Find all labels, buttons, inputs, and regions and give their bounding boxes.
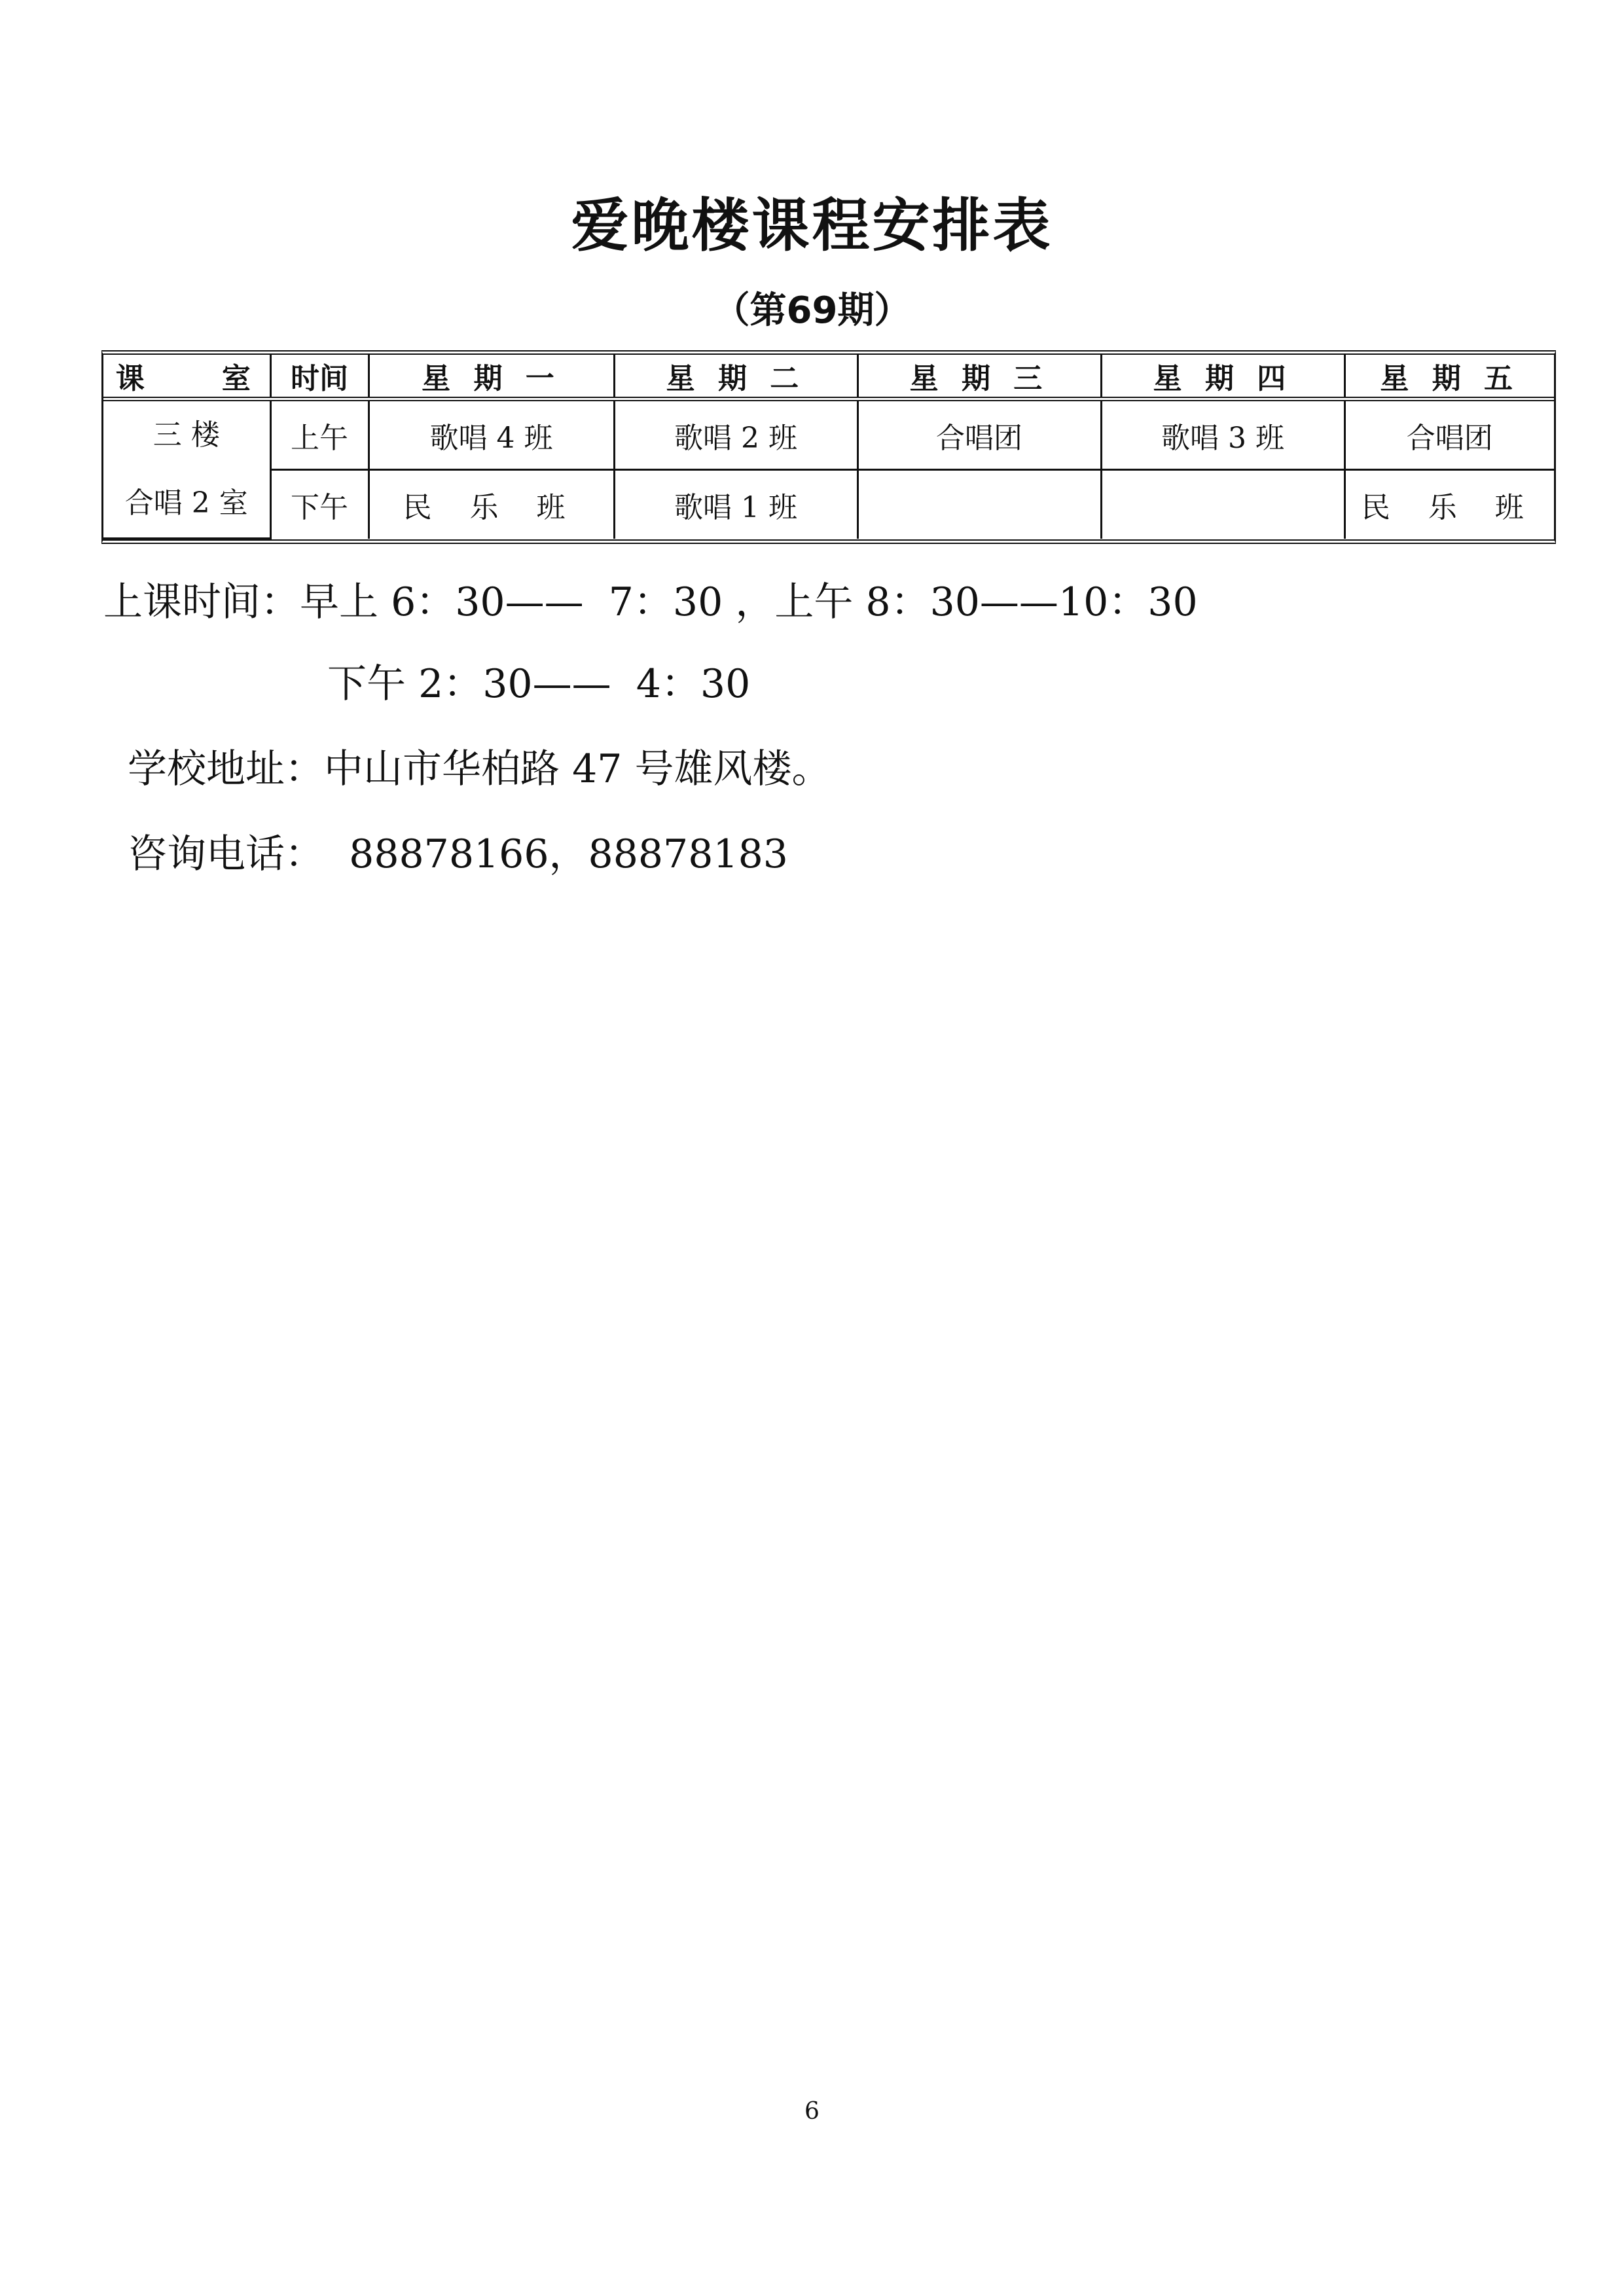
table-row [103, 470, 1554, 539]
page-title: 爱晚楼课程安排表 [571, 192, 1053, 259]
schedule-table [101, 350, 1556, 544]
course-cell: 歌唱 1 班 [614, 470, 857, 539]
classroom-name: 合唱 2 室 [124, 486, 248, 520]
class-time-text-afternoon: 下午 2：30—— 4：30 [327, 661, 751, 707]
classroom-floor: 三 楼 [153, 418, 220, 452]
course-cell: 歌唱 4 班 [369, 399, 614, 470]
course-cell: 民 乐 班 [369, 470, 614, 539]
header-wednesday: 星 期 三 [857, 355, 1101, 399]
course-cell: 民 乐 班 [1344, 470, 1554, 539]
header-time: 时间 [270, 355, 369, 399]
table-header-row [103, 355, 1554, 399]
contact-phone-text: 咨询电话： 88878166，88878183 [128, 831, 788, 877]
header-classroom: 课 室 [103, 355, 270, 399]
course-cell [1101, 470, 1344, 539]
header-tuesday: 星 期 二 [614, 355, 857, 399]
header-thursday: 星 期 四 [1101, 355, 1344, 399]
school-address-text: 学校地址：中山市华柏路 47 号雄风楼。 [128, 746, 831, 792]
course-cell: 合唱团 [1344, 399, 1554, 470]
header-monday: 星 期 一 [369, 355, 614, 399]
course-cell: 歌唱 3 班 [1101, 399, 1344, 470]
course-cell: 歌唱 2 班 [614, 399, 857, 470]
page-subtitle: （第69期） [713, 289, 911, 332]
course-cell: 合唱团 [857, 399, 1101, 470]
header-friday: 星 期 五 [1344, 355, 1554, 399]
time-cell: 下午 [270, 470, 369, 539]
course-cell [857, 470, 1101, 539]
table-row [103, 399, 1554, 470]
page-number: 6 [804, 2098, 820, 2125]
classroom-cell [103, 399, 270, 539]
class-time-text: 上课时间：早上 6：30—— 7：30 ，上午 8：30——10：30 [103, 579, 1198, 625]
time-cell: 上午 [270, 399, 369, 470]
